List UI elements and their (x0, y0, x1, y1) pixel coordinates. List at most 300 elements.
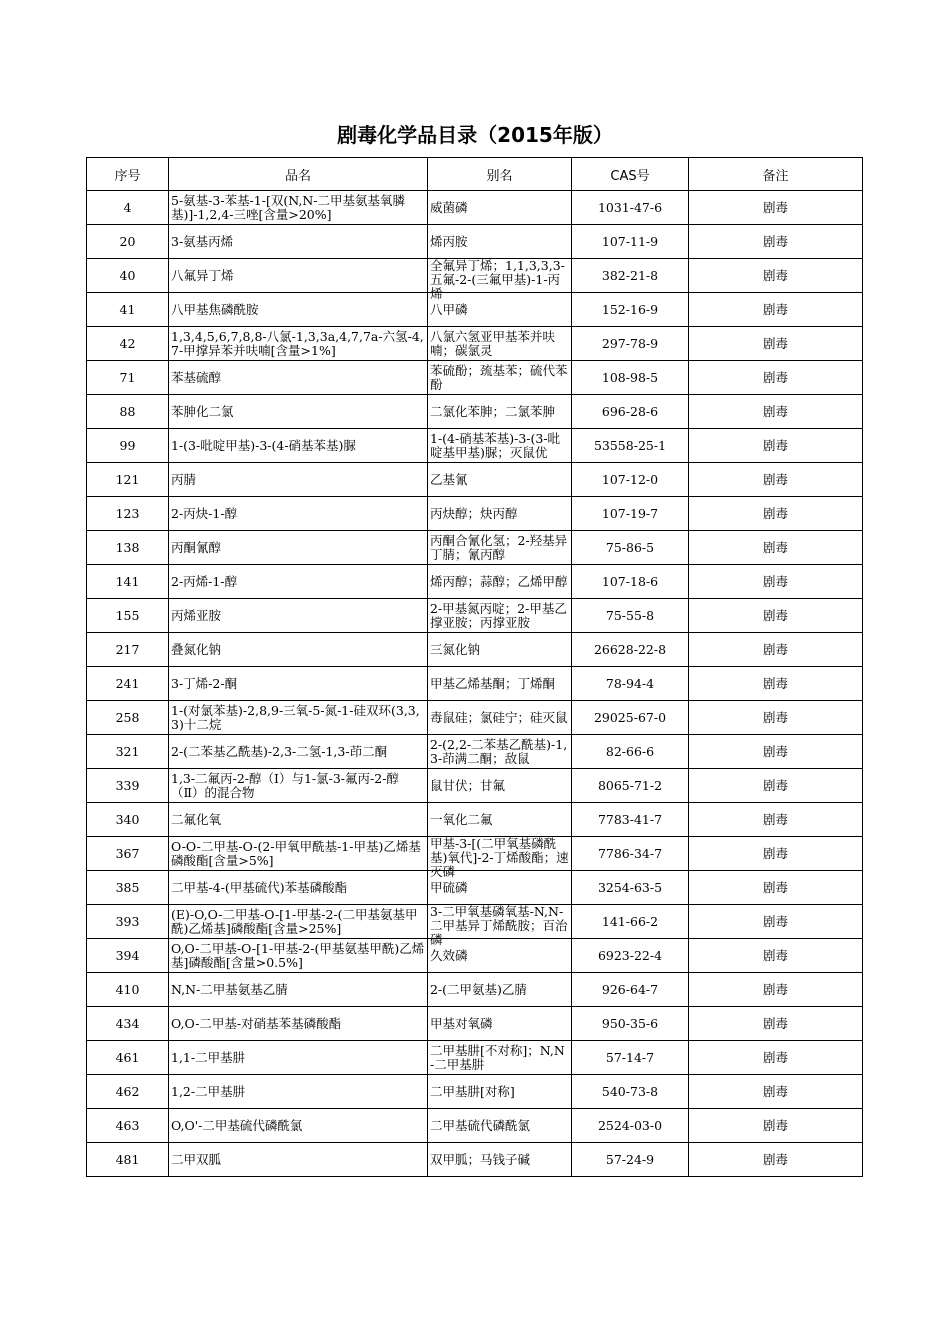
product-name-cell (169, 735, 428, 769)
serial-number-cell (87, 1143, 169, 1177)
serial-number-cell (87, 225, 169, 259)
remark-cell (689, 1109, 863, 1143)
cas-number-cell (572, 565, 689, 599)
product-name-cell (169, 1109, 428, 1143)
cas-number-cell-text: 297-78-9 (601, 335, 659, 351)
cas-number-cell (572, 327, 689, 361)
remark-cell-text: 剧毒 (762, 743, 788, 759)
product-name-cell-text: 2-丙炔-1-醇 (171, 505, 238, 521)
alias-cell (428, 769, 572, 803)
alias-cell (428, 904, 572, 947)
table-row (87, 531, 863, 565)
serial-number-cell-text: 99 (119, 437, 136, 453)
remark-cell-text: 剧毒 (762, 811, 788, 827)
table-row (87, 395, 863, 429)
remark-cell (689, 939, 863, 973)
remark-cell-text: 剧毒 (762, 947, 788, 963)
serial-number-cell-text: 71 (119, 369, 136, 385)
remark-cell-text: 剧毒 (762, 437, 788, 453)
serial-number-cell (87, 1109, 169, 1143)
remark-cell (689, 361, 863, 395)
serial-number-cell (87, 327, 169, 361)
serial-number-cell-text: 40 (119, 267, 136, 283)
serial-number-cell (87, 429, 169, 463)
serial-number-cell-text: 410 (115, 981, 140, 997)
serial-number-cell-text: 385 (115, 879, 140, 895)
alias-cell (428, 1075, 572, 1109)
remark-cell-text: 剧毒 (762, 981, 788, 997)
product-name-cell (169, 667, 428, 701)
product-name-cell-text: (E)-O,O-二甲基-O-[1-甲基-2-(二甲基氨基甲酰)乙烯基]磷酸酯[含量>25%] (171, 906, 418, 936)
table-row (87, 871, 863, 905)
remark-cell (689, 463, 863, 497)
cas-number-cell (572, 803, 689, 837)
alias-cell (428, 497, 572, 531)
product-name-cell (169, 633, 428, 667)
alias-cell-text: 烯丙胺 (430, 233, 468, 249)
serial-number-cell (87, 803, 169, 837)
chemicals-table (86, 157, 863, 1177)
product-name-cell (169, 973, 428, 1007)
alias-cell-text: 1-(4-硝基苯基)-3-(3-吡啶基甲基)脲；灭鼠优 (430, 430, 561, 460)
remark-cell-text: 剧毒 (762, 913, 788, 929)
serial-number-cell (87, 599, 169, 633)
product-name-cell-text: 八甲基焦磷酰胺 (171, 301, 259, 317)
alias-cell-text: 2-(二甲氨基)乙腈 (430, 981, 527, 997)
table-row (87, 803, 863, 837)
product-name-cell (169, 463, 428, 497)
alias-cell (428, 361, 572, 395)
alias-cell-text: 二甲基硫代磷酰氯 (430, 1117, 531, 1133)
serial-number-cell-text: 88 (119, 403, 136, 419)
cas-number-cell (572, 599, 689, 633)
cas-number-cell-text: 57-24-9 (605, 1151, 655, 1167)
product-name-cell-text: O-O-二甲基-O-(2-甲氧甲酰基-1-甲基)乙烯基磷酸酯[含量>5%] (171, 838, 421, 868)
product-name-cell (169, 191, 428, 225)
alias-cell (428, 735, 572, 769)
serial-number-cell (87, 735, 169, 769)
product-name-cell (169, 361, 428, 395)
cas-number-cell-text: 107-11-9 (601, 233, 659, 249)
alias-cell-text: 甲基对氧磷 (430, 1015, 493, 1031)
serial-number-cell (87, 463, 169, 497)
product-name-cell-text: 丙烯亚胺 (171, 607, 222, 623)
cas-number-cell-text: 75-86-5 (605, 539, 655, 555)
table-row (87, 1143, 863, 1177)
alias-cell (428, 599, 572, 633)
product-name-cell (169, 1143, 428, 1177)
remark-cell-text: 剧毒 (762, 369, 788, 385)
product-name-cell (169, 497, 428, 531)
serial-number-cell-text: 340 (115, 811, 140, 827)
remark-cell-text: 剧毒 (762, 675, 788, 691)
alias-cell-text: 丙炔醇；炔丙醇 (430, 505, 518, 521)
alias-cell-text: 2-(2,2-二苯基乙酰基)-1,3-茚满二酮；敌鼠 (430, 736, 568, 766)
cas-number-cell (572, 905, 689, 939)
table-row (87, 565, 863, 599)
alias-cell-text: 八氯六氢亚甲基苯并呋喃；碳氯灵 (430, 328, 556, 358)
alias-cell-text: 双甲胍；马钱子碱 (430, 1151, 531, 1167)
serial-number-cell-text: 20 (119, 233, 136, 249)
product-name-cell (169, 259, 428, 293)
table-row (87, 939, 863, 973)
product-name-cell-text: 2-(二苯基乙酰基)-2,3-二氢-1,3-茚二酮 (171, 743, 388, 759)
remark-cell-text: 剧毒 (762, 879, 788, 895)
table-row (87, 1041, 863, 1075)
cas-number-cell (572, 837, 689, 871)
remark-cell-text: 剧毒 (762, 335, 788, 351)
alias-cell-text: 二甲基肼[对称] (430, 1083, 515, 1099)
remark-cell (689, 293, 863, 327)
alias-cell-text: 3-二甲氧基磷氧基-N,N-二甲基异丁烯酰胺；百治磷 (430, 904, 568, 947)
product-name-cell-text: 1-(对氯苯基)-2,8,9-三氧-5-氮-1-硅双环(3,3,3)十二烷 (171, 702, 420, 732)
cas-number-cell-text: 78-94-4 (605, 675, 655, 691)
product-name-cell-text: 苯胂化二氯 (171, 403, 234, 419)
cas-number-cell-text: 7786-34-7 (597, 845, 663, 861)
table-row (87, 905, 863, 939)
product-name-cell (169, 327, 428, 361)
remark-cell-text: 剧毒 (762, 1015, 788, 1031)
alias-cell (428, 258, 572, 301)
product-name-cell-text: 1,3-二氟丙-2-醇（Ⅰ）与1-氯-3-氟丙-2-醇（Ⅱ）的混合物 (171, 770, 399, 800)
product-name-cell (169, 905, 428, 939)
serial-number-cell-text: 138 (115, 539, 140, 555)
serial-number-cell-text: 217 (115, 641, 140, 657)
remark-cell-text: 剧毒 (762, 641, 788, 657)
remark-cell (689, 1007, 863, 1041)
table-row (87, 497, 863, 531)
product-name-cell-text: 1,2-二甲基肼 (171, 1083, 246, 1099)
remark-cell (689, 1075, 863, 1109)
product-name-cell-text: O,O-二甲基-对硝基苯基磷酸酯 (171, 1015, 342, 1031)
cas-number-cell (572, 1143, 689, 1177)
serial-number-cell-text: 462 (115, 1083, 140, 1099)
cas-number-cell-text: 3254-63-5 (597, 879, 663, 895)
cas-number-cell-text: 107-18-6 (601, 573, 659, 589)
alias-cell-text: 甲硫磷 (430, 879, 468, 895)
remark-cell (689, 735, 863, 769)
serial-number-cell-text: 321 (115, 743, 140, 759)
cas-number-cell-text: 141-66-2 (601, 913, 659, 929)
cas-number-cell-text: 540-73-8 (601, 1083, 659, 1099)
serial-number-cell-text: 42 (119, 335, 136, 351)
product-name-cell-text: 二甲基-4-(甲基硫代)苯基磷酸酯 (171, 879, 348, 895)
serial-number-cell-text: 339 (115, 777, 140, 793)
alias-cell (428, 293, 572, 327)
remark-cell-text: 剧毒 (762, 539, 788, 555)
cas-number-cell-text: 696-28-6 (601, 403, 659, 419)
product-name-cell-text: 1-(3-吡啶甲基)-3-(4-硝基苯基)脲 (171, 437, 356, 453)
product-name-cell-text: 二氟化氧 (171, 811, 222, 827)
cas-number-cell (572, 293, 689, 327)
cas-number-cell-text: 29025-67-0 (593, 709, 667, 725)
serial-number-cell (87, 565, 169, 599)
remark-cell (689, 395, 863, 429)
product-name-cell (169, 837, 428, 871)
cas-number-cell-text: 950-35-6 (601, 1015, 659, 1031)
serial-number-cell-text: 141 (115, 573, 140, 589)
header-cas-number: CAS号 (572, 158, 689, 191)
remark-cell-text: 剧毒 (762, 301, 788, 317)
cas-number-cell (572, 633, 689, 667)
serial-number-cell (87, 293, 169, 327)
remark-cell-text: 剧毒 (762, 1117, 788, 1133)
alias-cell (428, 1007, 572, 1041)
table-row (87, 293, 863, 327)
serial-number-cell-text: 4 (123, 199, 132, 215)
remark-cell (689, 429, 863, 463)
table-row (87, 225, 863, 259)
alias-cell (428, 1143, 572, 1177)
table-row (87, 327, 863, 361)
cas-number-cell (572, 395, 689, 429)
table-row (87, 1007, 863, 1041)
cas-number-cell (572, 735, 689, 769)
cas-number-cell (572, 769, 689, 803)
remark-cell-text: 剧毒 (762, 1083, 788, 1099)
table-row (87, 837, 863, 871)
serial-number-cell (87, 1007, 169, 1041)
serial-number-cell (87, 497, 169, 531)
remark-cell (689, 633, 863, 667)
serial-number-cell-text: 481 (115, 1151, 140, 1167)
alias-cell (428, 973, 572, 1007)
remark-cell (689, 191, 863, 225)
serial-number-cell (87, 1041, 169, 1075)
alias-cell (428, 701, 572, 735)
product-name-cell-text: 1,3,4,5,6,7,8,8-八氯-1,3,3a,4,7,7a-六氢-4,7-甲撑异苯并呋喃[含量>1%] (171, 328, 424, 358)
table-row (87, 429, 863, 463)
serial-number-cell (87, 633, 169, 667)
serial-number-cell-text: 155 (115, 607, 140, 623)
remark-cell (689, 769, 863, 803)
cas-number-cell-text: 8065-71-2 (597, 777, 663, 793)
cas-number-cell (572, 1041, 689, 1075)
product-name-cell (169, 293, 428, 327)
product-name-cell (169, 599, 428, 633)
cas-number-cell (572, 1075, 689, 1109)
header-serial-number: 序号 (87, 158, 169, 191)
cas-number-cell (572, 1109, 689, 1143)
alias-cell (428, 803, 572, 837)
alias-cell-text: 2-甲基氮丙啶；2-甲基乙撑亚胺；丙撑亚胺 (430, 600, 567, 630)
alias-cell (428, 531, 572, 565)
alias-cell (428, 395, 572, 429)
cas-number-cell-text: 107-12-0 (601, 471, 659, 487)
product-name-cell (169, 769, 428, 803)
alias-cell-text: 全氟异丁烯；1,1,3,3,3-五氟-2-(三氟甲基)-1-丙烯 (430, 258, 565, 301)
product-name-cell (169, 565, 428, 599)
alias-cell-text: 威菌磷 (430, 199, 468, 215)
serial-number-cell (87, 939, 169, 973)
product-name-cell-text: O,O-二甲基-O-[1-甲基-2-(甲基氨基甲酰)乙烯基]磷酸酯[含量>0.5%] (171, 940, 425, 970)
remark-cell-text: 剧毒 (762, 199, 788, 215)
serial-number-cell (87, 701, 169, 735)
product-name-cell-text: 5-氨基-3-苯基-1-[双(N,N-二甲基氨基氧膦基)]-1,2,4-三唑[含量>20%] (171, 192, 406, 222)
cas-number-cell (572, 497, 689, 531)
cas-number-cell-text: 2524-03-0 (597, 1117, 663, 1133)
remark-cell-text: 剧毒 (762, 607, 788, 623)
product-name-cell (169, 531, 428, 565)
alias-cell (428, 429, 572, 463)
cas-number-cell-text: 926-64-7 (601, 981, 659, 997)
cas-number-cell (572, 361, 689, 395)
remark-cell (689, 803, 863, 837)
header-product-name: 品名 (169, 158, 428, 191)
serial-number-cell (87, 871, 169, 905)
product-name-cell-text: 二甲双胍 (171, 1151, 222, 1167)
remark-cell (689, 259, 863, 293)
serial-number-cell-text: 121 (115, 471, 140, 487)
remark-cell (689, 905, 863, 939)
table-row (87, 1109, 863, 1143)
alias-cell-text: 甲基-3-[(二甲氧基磷酰基)氧代]-2-丁烯酸酯；速灭磷 (430, 836, 569, 879)
cas-number-cell (572, 429, 689, 463)
alias-cell (428, 191, 572, 225)
cas-number-cell (572, 531, 689, 565)
alias-cell-text: 一氧化二氟 (430, 811, 493, 827)
table-row (87, 735, 863, 769)
cas-number-cell-text: 6923-22-4 (597, 947, 663, 963)
product-name-cell-text: 丙腈 (171, 471, 197, 487)
alias-cell-text: 三氮化钠 (430, 641, 481, 657)
product-name-cell-text: N,N-二甲基氨基乙腈 (171, 981, 288, 997)
alias-cell-text: 八甲磷 (430, 301, 468, 317)
product-name-cell (169, 939, 428, 973)
table-row (87, 463, 863, 497)
alias-cell (428, 225, 572, 259)
serial-number-cell-text: 434 (115, 1015, 140, 1031)
remark-cell-text: 剧毒 (762, 471, 788, 487)
cas-number-cell (572, 667, 689, 701)
remark-cell-text: 剧毒 (762, 1049, 788, 1065)
serial-number-cell (87, 191, 169, 225)
serial-number-cell (87, 361, 169, 395)
remark-cell-text: 剧毒 (762, 845, 788, 861)
cas-number-cell-text: 1031-47-6 (597, 199, 663, 215)
table-row (87, 191, 863, 225)
header-remark: 备注 (689, 158, 863, 191)
serial-number-cell-text: 258 (115, 709, 140, 725)
remark-cell-text: 剧毒 (762, 505, 788, 521)
cas-number-cell (572, 701, 689, 735)
remark-cell-text: 剧毒 (762, 403, 788, 419)
alias-cell (428, 327, 572, 361)
remark-cell (689, 667, 863, 701)
product-name-cell-text: 八氟异丁烯 (171, 267, 234, 283)
alias-cell (428, 565, 572, 599)
product-name-cell-text: O,O'-二甲基硫代磷酰氯 (171, 1117, 303, 1133)
serial-number-cell-text: 241 (115, 675, 140, 691)
cas-number-cell (572, 939, 689, 973)
remark-cell-text: 剧毒 (762, 573, 788, 589)
remark-cell (689, 973, 863, 1007)
cas-number-cell (572, 973, 689, 1007)
table-row (87, 667, 863, 701)
page-title: 剧毒化学品目录（2015年版） (337, 123, 613, 147)
cas-number-cell-text: 26628-22-8 (593, 641, 667, 657)
alias-cell (428, 463, 572, 497)
remark-cell-text: 剧毒 (762, 777, 788, 793)
serial-number-cell (87, 973, 169, 1007)
table-header-row (87, 158, 863, 191)
remark-cell (689, 599, 863, 633)
alias-cell-text: 鼠甘伏；甘氟 (430, 777, 506, 793)
alias-cell-text: 苯硫酚；巯基苯；硫代苯酚 (430, 362, 568, 392)
cas-number-cell-text: 108-98-5 (601, 369, 659, 385)
table-row (87, 973, 863, 1007)
serial-number-cell (87, 667, 169, 701)
cas-number-cell-text: 382-21-8 (601, 267, 659, 283)
remark-cell (689, 701, 863, 735)
serial-number-cell (87, 1075, 169, 1109)
product-name-cell-text: 1,1-二甲基肼 (171, 1049, 246, 1065)
alias-cell (428, 667, 572, 701)
alias-cell-text: 甲基乙烯基酮；丁烯酮 (430, 675, 556, 691)
table-row (87, 361, 863, 395)
product-name-cell-text: 2-丙烯-1-醇 (171, 573, 238, 589)
product-name-cell (169, 871, 428, 905)
cas-number-cell-text: 7783-41-7 (597, 811, 663, 827)
product-name-cell (169, 701, 428, 735)
product-name-cell (169, 1041, 428, 1075)
alias-cell (428, 939, 572, 973)
cas-number-cell (572, 259, 689, 293)
remark-cell-text: 剧毒 (762, 267, 788, 283)
remark-cell (689, 327, 863, 361)
cas-number-cell-text: 107-19-7 (601, 505, 659, 521)
table-row (87, 769, 863, 803)
product-name-cell-text: 叠氮化钠 (171, 641, 222, 657)
serial-number-cell (87, 531, 169, 565)
remark-cell (689, 225, 863, 259)
remark-cell (689, 871, 863, 905)
remark-cell (689, 497, 863, 531)
cas-number-cell (572, 225, 689, 259)
product-name-cell-text: 3-丁烯-2-酮 (171, 675, 238, 691)
serial-number-cell-text: 123 (115, 505, 140, 521)
remark-cell (689, 1143, 863, 1177)
remark-cell (689, 565, 863, 599)
alias-cell-text: 烯丙醇；蒜醇；乙烯甲醇 (430, 573, 568, 589)
serial-number-cell-text: 41 (119, 301, 136, 317)
product-name-cell (169, 1007, 428, 1041)
header-alias: 别名 (428, 158, 572, 191)
alias-cell-text: 久效磷 (430, 947, 468, 963)
table-row (87, 701, 863, 735)
serial-number-cell-text: 461 (115, 1049, 140, 1065)
product-name-cell-text: 3-氨基丙烯 (171, 233, 234, 249)
serial-number-cell (87, 395, 169, 429)
remark-cell-text: 剧毒 (762, 233, 788, 249)
serial-number-cell (87, 259, 169, 293)
table-row (87, 1075, 863, 1109)
table-row (87, 599, 863, 633)
cas-number-cell-text: 53558-25-1 (593, 437, 667, 453)
remark-cell (689, 1041, 863, 1075)
alias-cell-text: 二甲基肼[不对称]；N,N-二甲基肼 (430, 1042, 565, 1072)
remark-cell (689, 531, 863, 565)
remark-cell-text: 剧毒 (762, 709, 788, 725)
cas-number-cell-text: 75-55-8 (605, 607, 655, 623)
alias-cell (428, 633, 572, 667)
product-name-cell (169, 429, 428, 463)
cas-number-cell (572, 191, 689, 225)
serial-number-cell (87, 837, 169, 871)
serial-number-cell (87, 769, 169, 803)
product-name-cell (169, 225, 428, 259)
cas-number-cell-text: 82-66-6 (605, 743, 655, 759)
